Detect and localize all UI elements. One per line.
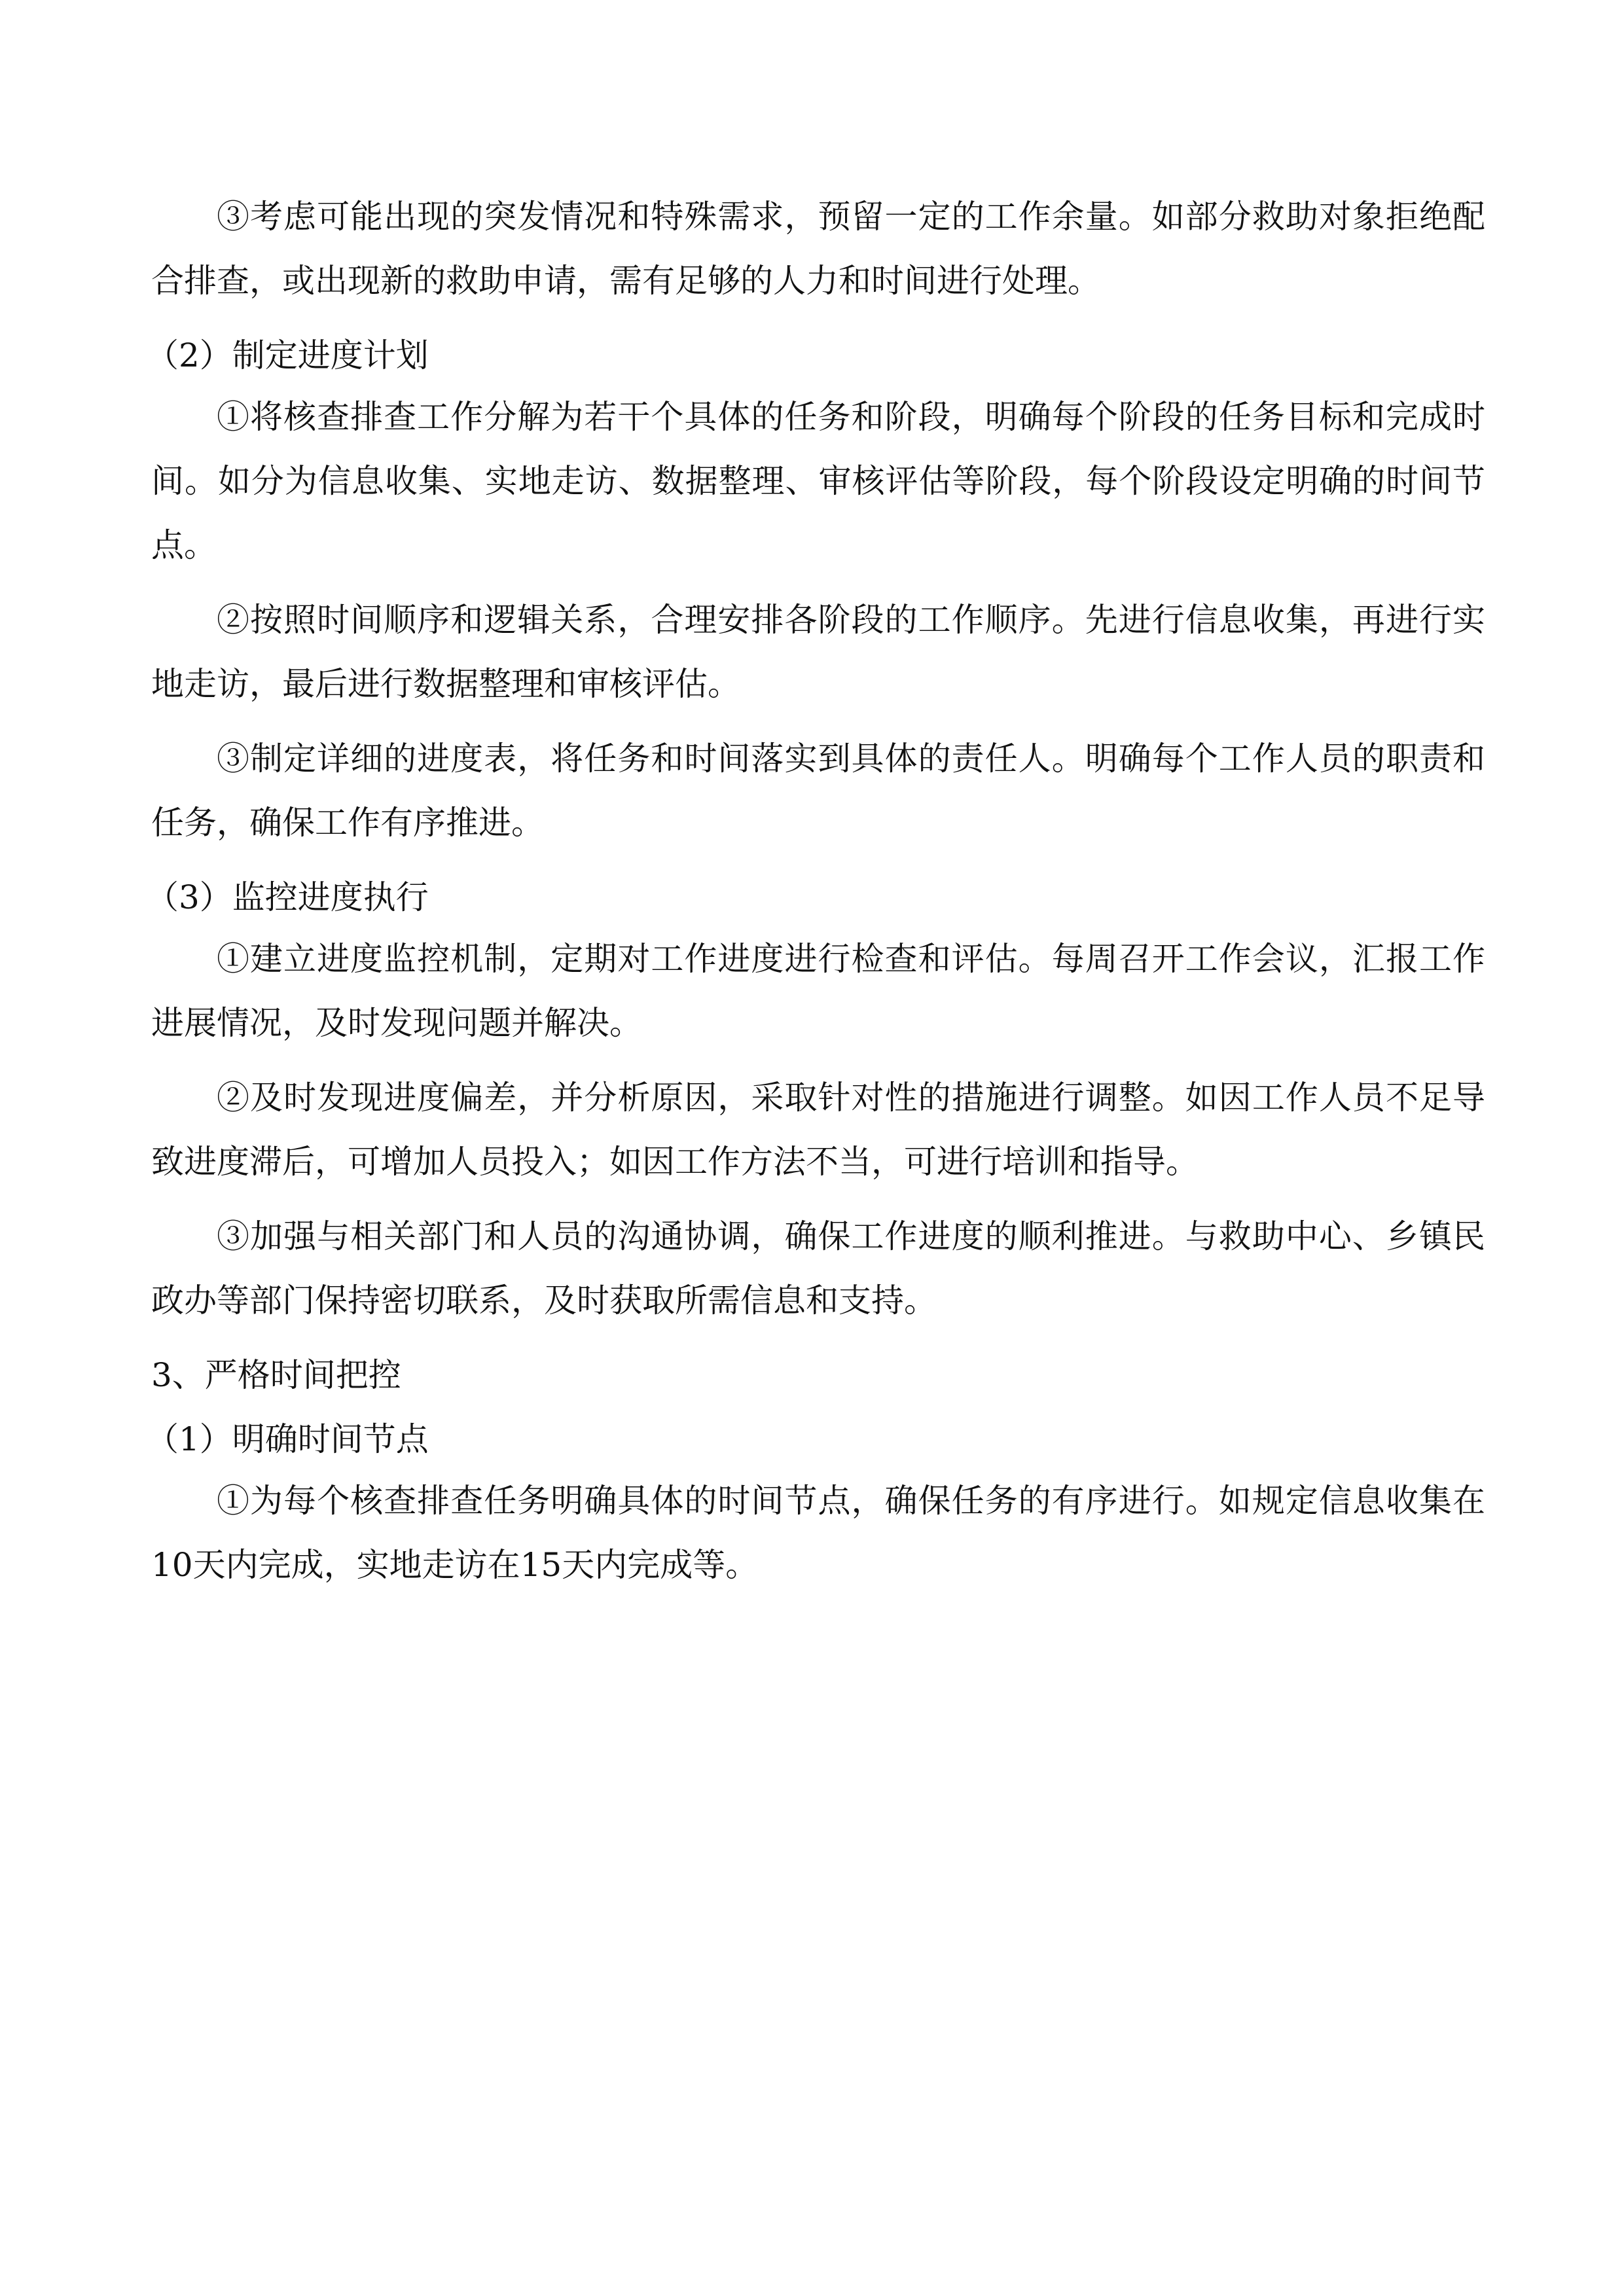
paragraph: ①将核查排查工作分解为若干个具体的任务和阶段，明确每个阶段的任务目标和完成时间。如分为信息收集、实地走访、数据整理、审核评估等阶段，每个阶段设定明确的时间节点。 bbox=[151, 398, 1485, 564]
document-page bbox=[146, 185, 1485, 1607]
subsection-heading: （2）制定进度计划 bbox=[146, 336, 429, 374]
paragraph: ③加强与相关部门和人员的沟通协调，确保工作进度的顺利推进。与救助中心、乡镇民政办等部门保持密切联系，及时获取所需信息和支持。 bbox=[151, 1217, 1485, 1319]
paragraph: ②及时发现进度偏差，并分析原因，采取针对性的措施进行调整。如因工作人员不足导致进度滞后，可增加人员投入；如因工作方法不当，可进行培训和指导。 bbox=[151, 1079, 1485, 1181]
paragraph: ③考虑可能出现的突发情况和特殊需求，预留一定的工作余量。如部分救助对象拒绝配合排查，或出现新的救助申请，需有足够的人力和时间进行处理。 bbox=[151, 198, 1485, 300]
subsection-heading: （3）监控进度执行 bbox=[146, 878, 429, 916]
paragraph: ③制定详细的进度表，将任务和时间落实到具体的责任人。明确每个工作人员的职责和任务，确保工作有序推进。 bbox=[151, 740, 1485, 842]
paragraph: ①为每个核查排查任务明确具体的时间节点，确保任务的有序进行。如规定信息收集在10天内完成，实地走访在15天内完成等。 bbox=[151, 1482, 1485, 1584]
subsection-heading: （1）明确时间节点 bbox=[146, 1420, 429, 1458]
section-heading: 3、严格时间把控 bbox=[151, 1356, 401, 1394]
paragraph: ②按照时间顺序和逻辑关系，合理安排各阶段的工作顺序。先进行信息收集，再进行实地走访，最后进行数据整理和审核评估。 bbox=[151, 601, 1485, 703]
paragraph: ①建立进度监控机制，定期对工作进度进行检查和评估。每周召开工作会议，汇报工作进展情况，及时发现问题并解决。 bbox=[151, 940, 1485, 1042]
